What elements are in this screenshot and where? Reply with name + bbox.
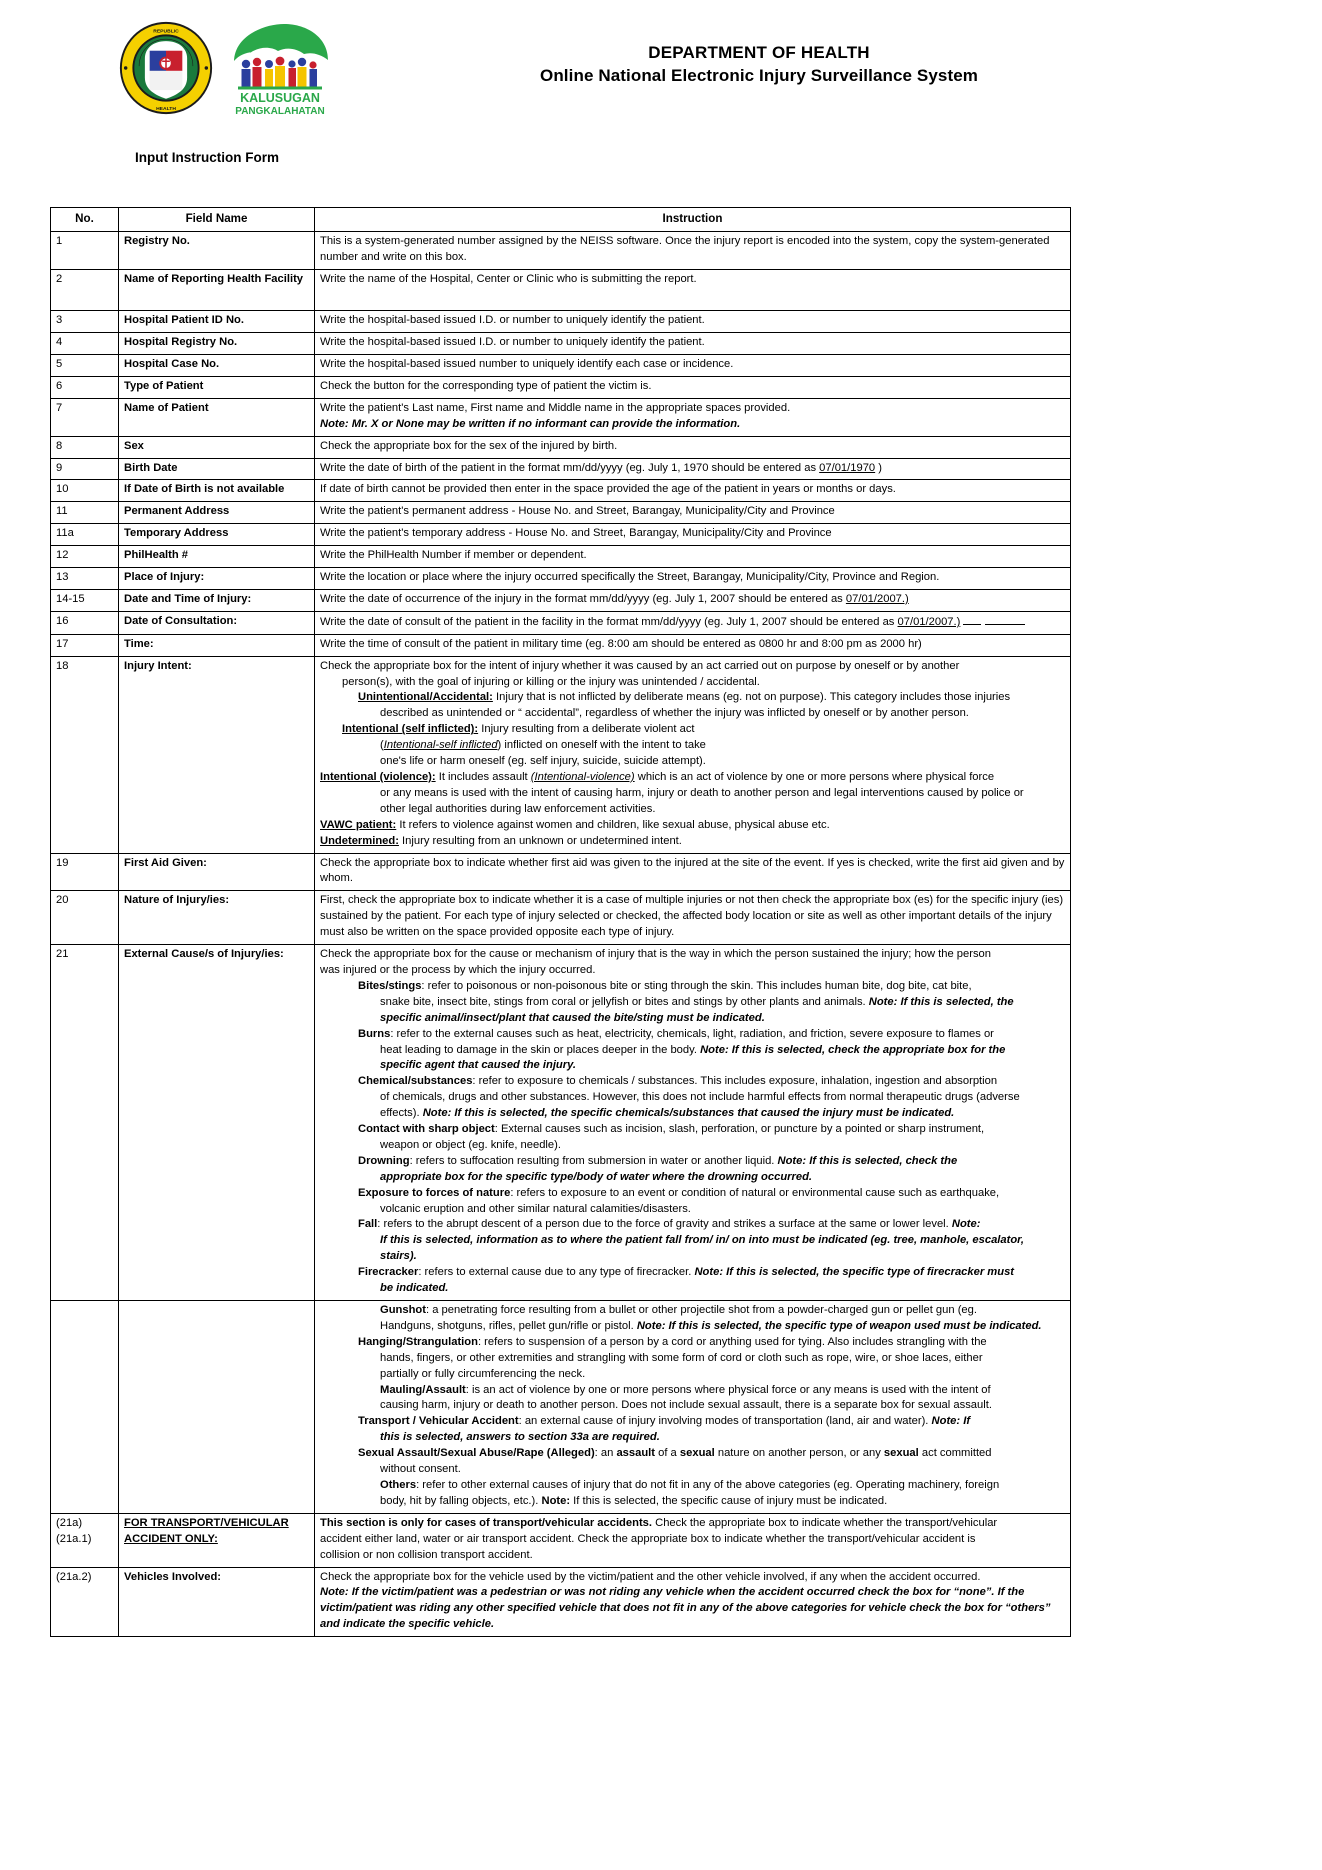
row-no: 17: [51, 634, 119, 656]
instruction-text: Write the date of occurrence of the injury in the format mm/dd/yyyy (eg. July 1, 2007 should be entered as: [320, 592, 846, 605]
column-header-instruction: Instruction: [315, 208, 1071, 232]
instruction-text: Write the date of birth of the patient in the format mm/dd/yyyy (eg. July 1, 1970 should be entered as: [320, 461, 820, 474]
instruction-text-tail: ): [875, 461, 882, 474]
cause-text: : refers to suspension of a person by a cord or anything used for tying. Also includes strangling with the: [477, 1335, 987, 1348]
cause-term: Burns: [358, 1027, 391, 1040]
row-field-name: Hospital Registry No.: [119, 333, 315, 355]
system-title: Online National Electronic Injury Surveillance System: [540, 65, 978, 85]
cause-item-drowning: [320, 1154, 1066, 1170]
cause-item-chemical-l3: [320, 1106, 1066, 1122]
column-header-field-name: Field Name: [119, 208, 315, 232]
cause-term: Drowning: [358, 1154, 410, 1167]
table-row: [51, 891, 1071, 945]
row-instruction: Write the PhilHealth Number if member or dependent.: [315, 546, 1071, 568]
cause-item-forces-of-nature: [320, 1186, 1066, 1202]
cause-item-contact-sharp-l2: weapon or object (eg. knife, needle).: [380, 1138, 561, 1151]
row-field-name: Hospital Patient ID No.: [119, 311, 315, 333]
cause-text: Handguns, shotguns, rifles, pellet gun/rifle or pistol.: [380, 1319, 637, 1332]
cause-item-fall: [320, 1217, 1066, 1233]
instruction-line: Write the patient's Last name, First name and Middle name in the appropriate spaces provided.: [320, 401, 791, 414]
row-field-name: Date of Consultation:: [119, 611, 315, 634]
row-field-name: Sex: [119, 436, 315, 458]
cause-text: : a penetrating force resulting from a bullet or other projectile shot from a powder-charged gun or pellet gun (eg.: [426, 1304, 977, 1317]
cause-item-hanging-l3: partially or fully circumferencing the neck.: [380, 1367, 586, 1380]
row-instruction: [315, 1567, 1071, 1637]
svg-text:HEALTH: HEALTH: [156, 106, 176, 113]
cause-note: Note: If this is selected, the specific type of weapon used must be indicated.: [636, 1319, 1042, 1332]
cause-item-burns-l3: specific agent that caused the injury.: [380, 1059, 577, 1072]
row-no: 14-15: [51, 589, 119, 611]
instruction-table: [50, 207, 1071, 1637]
transport-line-3: collision or non collision transport accident.: [320, 1548, 533, 1561]
table-row: [51, 232, 1071, 270]
table-row: [51, 853, 1071, 891]
intent-intro-line-2: person(s), with the goal of injuring or killing or the injury was unintended / accidental.: [342, 675, 760, 688]
intent-item-undetermined: [320, 834, 1066, 850]
row-no: 20: [51, 891, 119, 945]
cause-term: Gunshot: [380, 1304, 426, 1317]
row-instruction: Check the button for the corresponding type of patient the victim is.: [315, 376, 1071, 398]
table-row: [51, 502, 1071, 524]
cause-text: : refer to poisonous or non-poisonous bite or sting through the skin. This includes human bite, dog bite, cat bite,: [421, 979, 972, 992]
row-instruction: Check the appropriate box to indicate whether first aid was given to the injured at the site of the event. If yes is checked, write the first aid given and by whom.: [315, 853, 1071, 891]
row-no: 16: [51, 611, 119, 634]
row-no: 11a: [51, 524, 119, 546]
date-format-example: 07/01/1970: [819, 461, 876, 474]
date-format-example: 07/01/2007.): [845, 592, 909, 605]
cause-text: effects).: [380, 1107, 423, 1120]
row-no: 18: [51, 656, 119, 853]
row-instruction: [315, 656, 1071, 853]
cause-note: Note:: [951, 1218, 981, 1231]
intent-item-self-inflicted-cont1: [320, 738, 1066, 754]
table-row: [51, 589, 1071, 611]
row-field-name: Injury Intent:: [119, 656, 315, 853]
table-row: [51, 398, 1071, 436]
cause-item-chemical-substances: [320, 1074, 1066, 1090]
cause-text: heat leading to damage in the skin or places deeper in the body.: [380, 1043, 701, 1056]
row-no: 11: [51, 502, 119, 524]
cause-item-hanging-l2: hands, fingers, or other extremities and strangling with some form of cord or cloth such as rope, wire, or shoe laces, either: [380, 1351, 983, 1364]
row-field-name: Birth Date: [119, 458, 315, 480]
row-instruction: First, check the appropriate box to indicate whether it is a case of multiple injuries or not then check the appropriate box (es) for the specific injury (ies) sustained by the patient. For each type of injury selected or checked, the affected body location or site as well as other important details of the injury must also be written on the space provided opposite each type of injury.: [315, 891, 1071, 945]
row-field-name: PhilHealth #: [119, 546, 315, 568]
table-row: [51, 611, 1071, 634]
row-instruction: Check the appropriate box for the sex of the injured by birth.: [315, 436, 1071, 458]
row-no: 10: [51, 480, 119, 502]
table-row-transport-section: [51, 1513, 1071, 1567]
row-instruction: [315, 458, 1071, 480]
table-row: [51, 568, 1071, 590]
intent-item-self-inflicted-cont2: one's life or harm oneself (eg. self injury, suicide, suicide attempt).: [380, 755, 706, 768]
table-row-vehicles-section: [51, 1567, 1071, 1637]
row-no: 3: [51, 311, 119, 333]
cause-term: Exposure to forces of nature: [358, 1186, 511, 1199]
row-no-blank: [51, 1301, 119, 1514]
row-instruction: [315, 1513, 1071, 1567]
cause-item-others-l2: [320, 1494, 1066, 1510]
row-instruction: Write the patient's temporary address - House No. and Street, Barangay, Municipality/City and Province: [315, 524, 1071, 546]
row-instruction: [315, 589, 1071, 611]
row-instruction: Write the time of consult of the patient in military time (eg. 8:00 am should be entered as 0800 hr and 8:00 pm as 2000 hr): [315, 634, 1071, 656]
table-row-external-cause: [51, 945, 1071, 1301]
vehicles-note-1: Note: If the victim/patient was a pedestrian or was not riding any vehicle when the accident occurred check the box for “none”. If the: [320, 1586, 1025, 1599]
intent-term: Unintentional/Accidental:: [358, 691, 493, 704]
intent-term: Intentional (violence):: [320, 771, 436, 784]
field-name-line-2: ACCIDENT ONLY:: [124, 1532, 218, 1545]
cause-intro-line-1: Check the appropriate box for the cause or mechanism of injury that is the way in which the person sustained the injury; how the person: [320, 948, 991, 961]
row-instruction: [315, 945, 1071, 1301]
intent-text-post: ) inflicted on oneself with the intent to take: [497, 739, 706, 752]
intent-text: Injury that is not inflicted by deliberate means (eg. not on purpose). This category includes those injuries: [492, 691, 1011, 704]
cause-item-forces-of-nature-l2: volcanic eruption and other similar natural calamities/disasters.: [380, 1202, 691, 1215]
row-instruction: [315, 1301, 1071, 1514]
cause-term: Others: [380, 1478, 417, 1491]
sa-post: act committed: [918, 1447, 992, 1460]
row-no: 1: [51, 232, 119, 270]
cause-intro-line-2: was injured or the process by which the injury occurred.: [320, 963, 596, 976]
row-no: 4: [51, 333, 119, 355]
vehicles-note-2: victim/patient was riding any other specified vehicle that does not fit in any of the above categories for vehicle check the box for “others”: [320, 1602, 1051, 1615]
cause-term: Firecracker: [358, 1266, 419, 1279]
department-title: DEPARTMENT OF HEALTH: [648, 43, 870, 62]
intent-item-violence-cont2: other legal authorities during law enforcement activities.: [380, 802, 656, 815]
svg-text:REPUBLIC: REPUBLIC: [153, 28, 179, 35]
sa-bold-1: assault: [616, 1447, 656, 1460]
cause-term: Contact with sharp object: [358, 1123, 495, 1136]
intent-item-violence-cont1: or any means is used with the intent of causing harm, injury or death to another person and legal interventions caused by police or: [380, 786, 1024, 799]
row-instruction: Write the hospital-based issued number to uniquely identify each case or incidence.: [315, 354, 1071, 376]
cause-note: Note: If this is selected, check the: [777, 1154, 958, 1167]
row-instruction: Write the name of the Hospital, Center or Clinic who is submitting the report.: [315, 270, 1071, 311]
row-instruction: [315, 398, 1071, 436]
form-subtitle: Input Instruction Form: [135, 150, 279, 165]
row-no: [51, 1513, 119, 1567]
cause-text: snake bite, insect bite, stings from coral or jellyfish or bites and stings by other plants and animals.: [380, 995, 869, 1008]
row-field-name: First Aid Given:: [119, 853, 315, 891]
row-field-name: External Cause/s of Injury/ies:: [119, 945, 315, 1301]
intent-text-pre: It includes assault: [435, 771, 531, 784]
row-field-name: Vehicles Involved:: [119, 1567, 315, 1637]
cause-item-others: [320, 1478, 1066, 1494]
cause-note-text: If this is selected, the specific cause of injury must be indicated.: [570, 1494, 888, 1507]
intent-item-violence: [320, 770, 1066, 786]
row-instruction: Write the hospital-based issued I.D. or number to uniquely identify the patient.: [315, 311, 1071, 333]
cause-note: Note: If this is selected, the specific type of firecracker must: [694, 1266, 1015, 1279]
intent-term: Intentional (self inflicted):: [342, 723, 479, 736]
intent-term: Undetermined:: [320, 834, 399, 847]
cause-item-fall-l2: If this is selected, information as to where the patient fall from/ in/ on into must be indicated (eg. tree, manhole, escalator,: [380, 1234, 1025, 1247]
sa-bold-2: sexual: [679, 1447, 715, 1460]
cause-item-mauling-l2: causing harm, injury or death to another person. Does not include sexual assault, there is a separate box for sexual assault.: [380, 1399, 992, 1412]
cause-term: Chemical/substances: [358, 1075, 473, 1088]
vehicles-note-3: and indicate the specific vehicle.: [320, 1618, 495, 1631]
field-name-line-1: FOR TRANSPORT/VEHICULAR: [124, 1516, 289, 1529]
intent-italic-term: Intentional-self inflicted: [383, 739, 498, 752]
cause-term: Hanging/Strangulation: [358, 1335, 478, 1348]
kp-logo-line2-text: PANGKALAHATAN: [235, 106, 325, 117]
row-field-name: Temporary Address: [119, 524, 315, 546]
cause-item-bites-stings-l2: [320, 995, 1066, 1011]
cause-item-fall-l3: stairs).: [380, 1250, 417, 1263]
intent-item-self-inflicted: [320, 722, 1066, 738]
row-no-line-2: (21a.1): [56, 1532, 92, 1545]
cause-item-burns: [320, 1027, 1066, 1043]
sa-bold-3: sexual: [883, 1447, 919, 1460]
cause-text: : refers to the abrupt descent of a person due to the force of gravity and strikes a surface at the same or lower level.: [377, 1218, 952, 1231]
sa-pre: : an: [594, 1447, 617, 1460]
row-field-name: Type of Patient: [119, 376, 315, 398]
row-no: 21: [51, 945, 119, 1301]
row-no: 5: [51, 354, 119, 376]
row-no: 2: [51, 270, 119, 311]
intent-item-unintentional-cont: described as unintended or “ accidental”, regardless of whether the injury was inflicted by oneself or by another person.: [380, 707, 969, 720]
cause-item-transport-l2: this is selected, answers to section 33a are required.: [380, 1431, 660, 1444]
instruction-text: Write the date of consult of the patient in the facility in the format mm/dd/yyyy (eg. July 1, 2007 should be entered as: [320, 615, 898, 628]
cause-item-gunshot: [320, 1303, 1066, 1319]
row-field-name-blank: [119, 1301, 315, 1514]
cause-item-sexual-assault: [320, 1446, 1066, 1462]
blank-fill-line: [963, 614, 981, 625]
row-no: 13: [51, 568, 119, 590]
row-field-name: Name of Reporting Health Facility: [119, 270, 315, 311]
intent-term: VAWC patient:: [320, 818, 397, 831]
cause-item-contact-sharp-object: [320, 1122, 1066, 1138]
cause-item-bites-stings-l3: specific animal/insect/plant that caused the bite/sting must be indicated.: [380, 1011, 765, 1024]
row-field-name: Hospital Case No.: [119, 354, 315, 376]
row-no: 7: [51, 398, 119, 436]
row-no-line-1: (21a): [56, 1516, 83, 1529]
cause-item-burns-l2: [320, 1043, 1066, 1059]
date-format-example: 07/01/2007.): [897, 615, 961, 628]
paren-open: (: [380, 739, 384, 752]
transport-line-1: [320, 1516, 1066, 1532]
intent-item-vawc: [320, 818, 1066, 834]
cause-text: : an external cause of injury involving modes of transportation (land, air and water).: [518, 1415, 932, 1428]
table-row: [51, 436, 1071, 458]
cause-text: : refer to exposure to chemicals / substances. This includes exposure, inhalation, ingestion and absorption: [472, 1075, 998, 1088]
cause-item-gunshot-l2: [320, 1319, 1066, 1335]
cause-term: Bites/stings: [358, 979, 422, 992]
transport-bold-lead: This section is only for cases of transport/vehicular accidents.: [320, 1516, 652, 1529]
cause-note: Note: If: [931, 1415, 971, 1428]
sa-mid-2: nature on another person, or any: [714, 1447, 884, 1460]
row-no: 19: [51, 853, 119, 891]
row-field-name: Place of Injury:: [119, 568, 315, 590]
table-row: [51, 524, 1071, 546]
row-field-name: Nature of Injury/ies:: [119, 891, 315, 945]
row-no: 9: [51, 458, 119, 480]
row-no: 6: [51, 376, 119, 398]
table-row: [51, 546, 1071, 568]
row-no: (21a.2): [51, 1567, 119, 1637]
row-instruction: Write the patient's permanent address - House No. and Street, Barangay, Municipality/City and Province: [315, 502, 1071, 524]
row-instruction: Write the hospital-based issued I.D. or number to uniquely identify the patient.: [315, 333, 1071, 355]
intent-text: It refers to violence against women and children, like sexual abuse, physical abuse etc.: [396, 818, 830, 831]
cause-item-firecracker-l2: be indicated.: [380, 1282, 449, 1295]
table-row: [51, 354, 1071, 376]
row-field-name: Time:: [119, 634, 315, 656]
cause-item-hanging-strangulation: [320, 1335, 1066, 1351]
cause-text: : refer to the external causes such as heat, electricity, chemicals, light, radiation, and friction, severe exposure to flames or: [390, 1027, 994, 1040]
cause-note-lead: Note:: [541, 1494, 571, 1507]
cause-note: Note: If this is selected, check the appropriate box for the: [700, 1043, 1006, 1056]
row-field-name: If Date of Birth is not available: [119, 480, 315, 502]
header-title-block: [336, 14, 1272, 88]
cause-text: : refers to external cause due to any type of firecracker.: [418, 1266, 695, 1279]
row-field-name: Permanent Address: [119, 502, 315, 524]
row-field-name: Registry No.: [119, 232, 315, 270]
cause-term: Mauling/Assault: [380, 1383, 466, 1396]
transport-line-2: accident either land, water or air transport accident. Check the appropriate box to indicate whether the transport/vehicular accident is: [320, 1532, 976, 1545]
sa-mid-1: of a: [655, 1447, 680, 1460]
row-field-name: [119, 1513, 315, 1567]
cause-item-chemical-l2: of chemicals, drugs and other substances. However, this does not include harmful effects from normal therapeutic drugs (adverse: [380, 1091, 1020, 1104]
row-no: 12: [51, 546, 119, 568]
transport-text-1: Check the appropriate box to indicate whether the transport/vehicular: [652, 1516, 998, 1529]
table-row: [51, 634, 1071, 656]
cause-item-sexual-assault-l2: without consent.: [380, 1463, 461, 1476]
row-field-name: Name of Patient: [119, 398, 315, 436]
row-instruction: This is a system-generated number assigned by the NEISS software. Once the injury report is encoded into the system, copy the system-generated number and write on this box.: [315, 232, 1071, 270]
vehicles-line-1: Check the appropriate box for the vehicle used by the victim/patient and the other vehicle involved, if any when the accident occurred.: [320, 1570, 981, 1583]
cause-text: : refers to suffocation resulting from submersion in water or another liquid.: [409, 1154, 778, 1167]
table-row: [51, 311, 1071, 333]
column-header-no: No.: [51, 208, 119, 232]
row-instruction: Write the location or place where the injury occurred specifically the Street, Barangay, Municipality/City, Province and Region.: [315, 568, 1071, 590]
cause-item-drowning-l2: appropriate box for the specific type/body of water where the drowning occurred.: [380, 1170, 813, 1183]
kp-logo-line1-text: KALUSUGAN: [240, 91, 320, 105]
cause-item-mauling-assault: [320, 1383, 1066, 1399]
document-header: [50, 14, 1272, 122]
table-row: [51, 458, 1071, 480]
table-row: [51, 270, 1071, 311]
row-no: 8: [51, 436, 119, 458]
cause-item-bites-stings: [320, 979, 1066, 995]
intent-text: Injury resulting from a deliberate violent act: [478, 723, 695, 736]
intent-item-unintentional: [320, 690, 1066, 706]
cause-term: Fall: [358, 1218, 378, 1231]
cause-term: Sexual Assault/Sexual Abuse/Rape (Alleged): [358, 1447, 595, 1460]
table-row: [51, 480, 1071, 502]
cause-text: : refer to other external causes of injury that do not fit in any of the above categories (eg. Operating machinery, foreign: [416, 1478, 1000, 1491]
intent-italic-term: (Intentional-violence): [530, 771, 635, 784]
kalusugan-pangkalahatan-logo: [224, 20, 336, 118]
table-row-external-cause-continued: [51, 1301, 1071, 1514]
cause-item-firecracker: [320, 1265, 1066, 1281]
logo-group: [118, 14, 336, 118]
row-instruction: [315, 611, 1071, 634]
intent-intro-line-1: Check the appropriate box for the intent of injury whether it was caused by an act carried out on purpose by oneself or by another: [320, 659, 960, 672]
cause-text: : refers to exposure to an event or condition of natural or environmental cause such as earthquake,: [510, 1186, 1000, 1199]
intent-text-post: which is an act of violence by one or more persons where physical force: [634, 771, 995, 784]
table-row: [51, 333, 1071, 355]
cause-item-transport-vehicular: [320, 1414, 1066, 1430]
intent-text: Injury resulting from an unknown or undetermined intent.: [398, 834, 682, 847]
instruction-note: Note: Mr. X or None may be written if no informant can provide the information.: [320, 417, 741, 430]
cause-note: Note: If this is selected, the: [868, 995, 1014, 1008]
cause-text: body, hit by falling objects, etc.).: [380, 1494, 542, 1507]
blank-fill-line: [985, 614, 1025, 625]
doh-seal-logo: [118, 20, 214, 116]
cause-note: Note: If this is selected, the specific chemicals/substances that caused the injury must be indicated.: [422, 1107, 955, 1120]
row-field-name: Date and Time of Injury:: [119, 589, 315, 611]
table-row-injury-intent: [51, 656, 1071, 853]
cause-term: Transport / Vehicular Accident: [358, 1415, 519, 1428]
cause-text: : External causes such as incision, slash, perforation, or puncture by a pointed or sharp instrument,: [494, 1123, 985, 1136]
row-instruction: If date of birth cannot be provided then enter in the space provided the age of the patient in years or months or days.: [315, 480, 1071, 502]
table-header-row: [51, 208, 1071, 232]
table-row: [51, 376, 1071, 398]
cause-text: : is an act of violence by one or more persons where physical force or any means is used with the intent of: [465, 1383, 991, 1396]
